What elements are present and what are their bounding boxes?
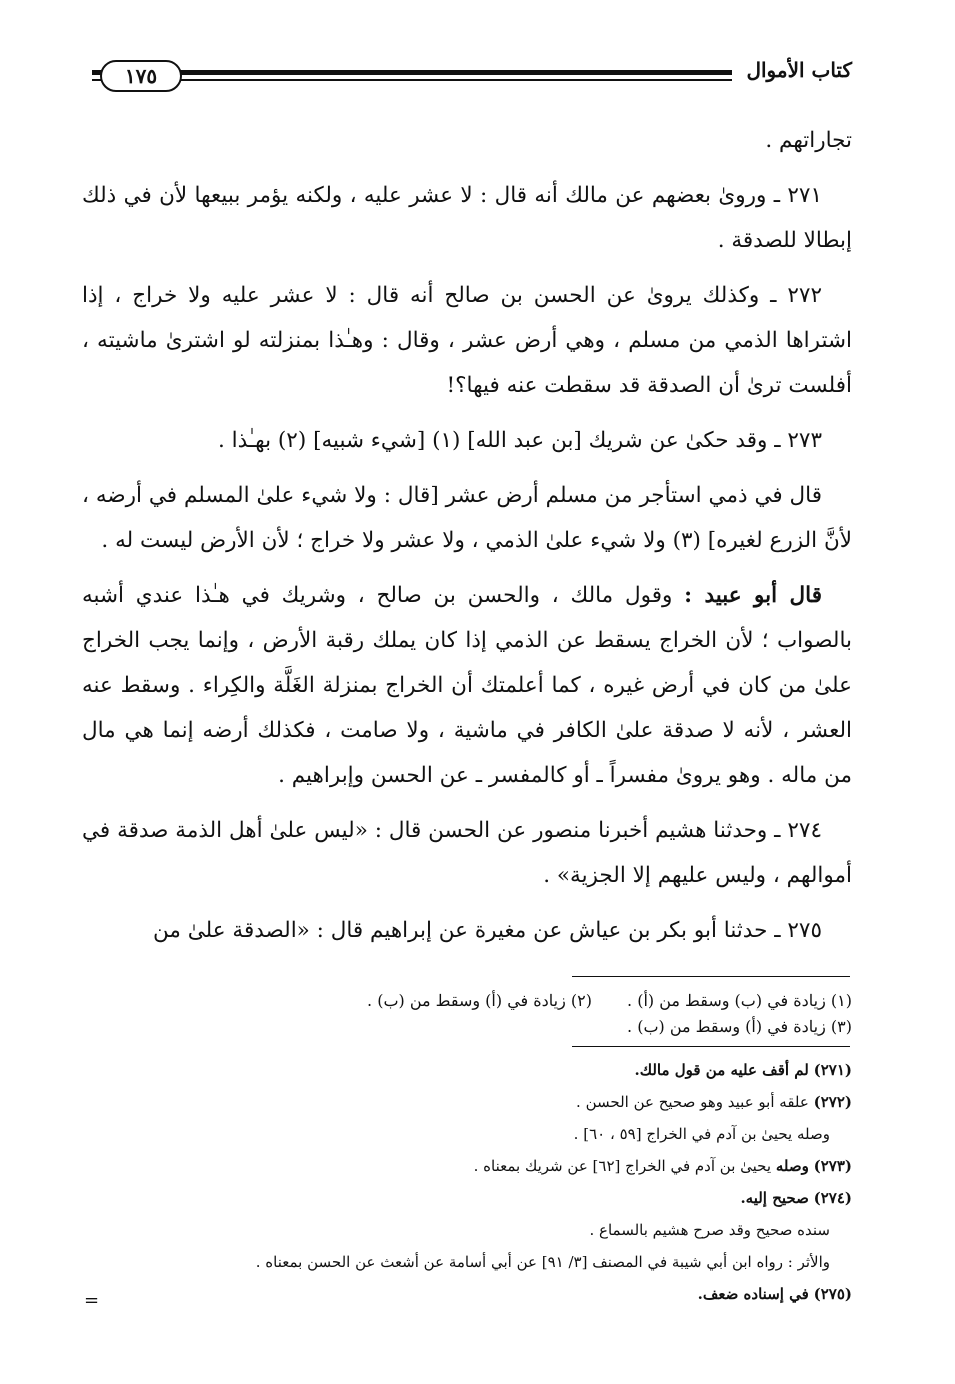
note-272-sub: وصله يحيىٰ بن آدم في الخراج [٥٩ ، ٦٠] . [573,1125,830,1143]
abu-ubaid-text: وقول مالك ، والحسن بن صالح ، وشريك في هـٰذا عندي أشبه بالصواب ؛ لأن الخراج يسقط عن الذمي إذا كان يملك رقبة الأرض ، وإنما يجب الخراج علىٰ من كان في أرض غيره ، كما أعلمتك أن الخراج بمنزلة الغَلَّة والكِراء . وسقط عنه العشر ، لأنه لا صدقة علىٰ الكافر في ماشية ، ولا صامت ، فكذلك أرضه إنما هي مال من ماله . وهو يروىٰ مفسراً ـ أو كالمفسر ـ عن الحسن وإبراهيم . [82,583,852,788]
paragraph-272: ٢٧٢ ـ وكذلك يروىٰ عن الحسن بن صالح أنه قال : لا عشر عليه ولا خراج ، إذا اشتراها الذمي من مسلم ، وهي أرض عشر ، وقال : وهـٰذا بمنزلته لو اشترىٰ ماشيته ، أفلست ترىٰ أن الصدقة قد سقطت عنه فيها؟! [82,283,852,398]
note-273-text: يحيىٰ بن آدم في الخراج [٦٢] عن شريك بمعناه . [473,1157,772,1175]
note-272-text: علقه أبو عبيد وهو صحيح عن الحسن . [576,1093,809,1111]
footnote-3: (٣) زيادة في (أ) وسقط من (ب) . [627,1017,852,1036]
paragraph-275: ٢٧٥ ـ حدثنا أبو بكر بن عياش عن مغيرة عن إبراهيم قال : «الصدقة علىٰ من [153,918,822,943]
header-rule-thin [92,79,732,81]
note-274-sub2: والأثر : رواه ابن أبي شيبة في المصنف [٣/ ٩١] عن أبي أسامة عن أشعث عن الحسن بمعناه . [255,1253,830,1271]
note-271-text: لم أقف عليه من قول مالك. [634,1061,809,1079]
note-274-sub1: سنده صحيح وقد صرح هشيم بالسماع . [589,1221,830,1239]
notes-separator [572,1046,850,1047]
paragraph-274: ٢٧٤ ـ وحدثنا هشيم أخبرنا منصور عن الحسن قال : «ليس علىٰ أهل الذمة صدقة في أموالهم ، وليس عليهم إلا الجزية» . [82,818,852,888]
note-271-ref: (٢٧١) [813,1061,852,1079]
note-272-ref: (٢٧٢) [813,1093,852,1111]
paragraph-271: ٢٧١ ـ وروىٰ بعضهم عن مالك أنه قال : لا عشر عليه ، ولكنه يؤمر ببيعها لأن في ذلك إبطالا للصدقة . [82,183,852,253]
paragraph-273: ٢٧٣ ـ وقد حكىٰ عن شريك [بن عبد الله] (١) [شيء شبيه] (٢) بهـٰذا . [217,428,822,453]
main-text [82,118,852,963]
note-274-ref: (٢٧٤) [813,1189,852,1207]
footnote-2: (٢) زيادة في (أ) وسقط من (ب) . [367,991,592,1010]
note-272 [82,1086,852,1118]
takhrij-notes [82,1054,852,1310]
note-275-text: في إسناده ضعف. [697,1285,809,1303]
footnote-1: (١) زيادة في (ب) وسقط من (أ) . [627,991,852,1010]
page-header [80,52,852,102]
note-273-bold: وصله [775,1157,809,1175]
footnotes [82,988,852,1040]
note-274-text: صحيح إليه. [740,1189,809,1207]
page-mark: = [84,1290,100,1311]
page-number: ١٧٥ [100,60,182,92]
note-275 [82,1278,852,1310]
note-274 [82,1182,852,1214]
note-271 [82,1054,852,1086]
paragraph-abu-ubaid [82,573,852,798]
note-273 [82,1150,852,1182]
paragraph-dhimmi: قال في ذمي استأجر من مسلم أرض عشر [قال : ولا شيء علىٰ المسلم في أرضه ، لأنَّ الزرع لغيره] (٣) ولا شيء علىٰ الذمي ، ولا عشر ولا خراج ؛ لأن الأرض ليست له . [82,483,852,553]
footnote-separator [572,976,850,977]
abu-ubaid-label: قال أبو عبيد : [684,583,822,608]
note-275-ref: (٢٧٥) [813,1285,852,1303]
header-rule-thick [92,70,732,75]
paragraph-continuation: تجاراتهم . [765,128,852,153]
book-title: كتاب الأموال [746,58,852,82]
note-273-ref: (٢٧٣) [813,1157,852,1175]
